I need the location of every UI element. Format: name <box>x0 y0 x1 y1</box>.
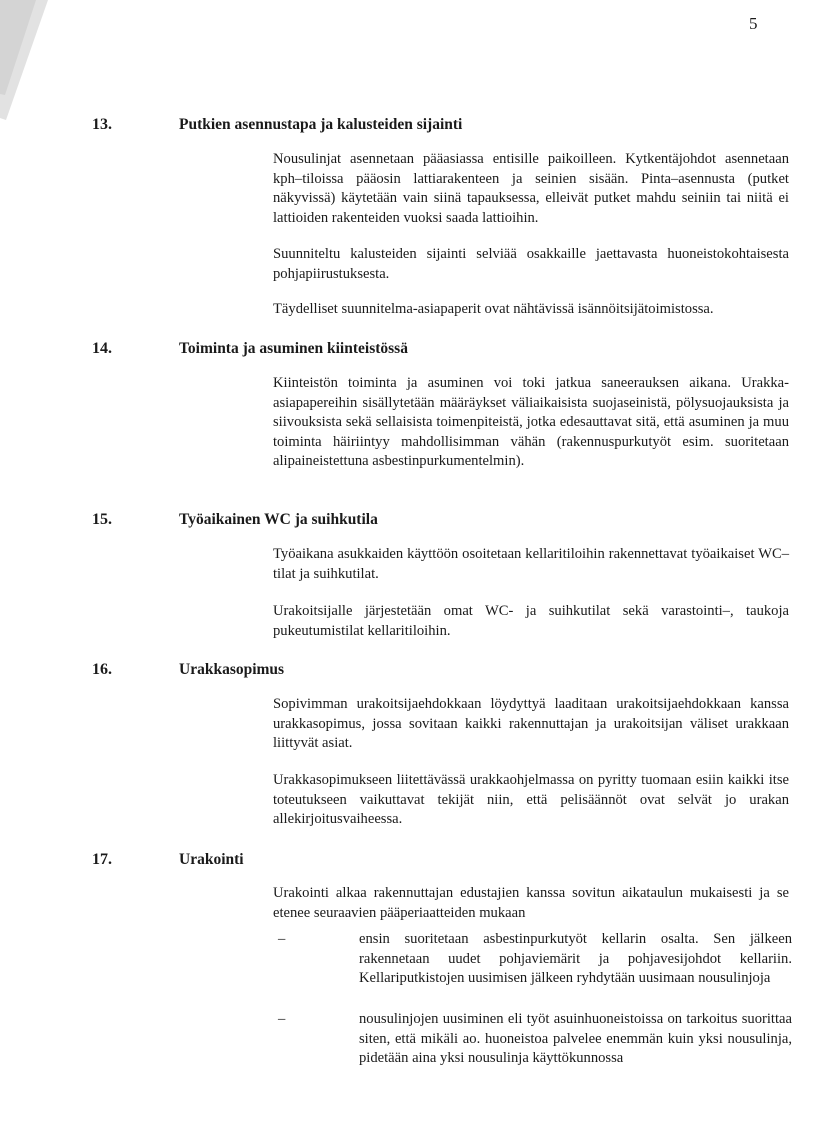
section-13-paragraph-3: Täydelliset suunnitelma-asiapaperit ovat nähtävissä isännöitsijätoimistossa. <box>273 301 714 317</box>
section-heading-16: Urakkasopimus <box>179 661 285 678</box>
section-17-paragraph-1: Urakointi alkaa rakennuttajan edustajien kanssa sovitun aikataulun mukaisesti ja se etenee seuraavien pääperiaatteiden mukaan <box>273 885 789 921</box>
section-15-paragraph-2: Urakoitsijalle järjestetään omat WC- ja suihkutilat sekä varastointi–, taukoja pukeutumistilat kellaritiloihin. <box>273 603 789 639</box>
section-number-13: 13. <box>92 116 112 133</box>
section-number-16: 16. <box>92 661 112 678</box>
section-15-paragraph-1: Työaikana asukkaiden käyttöön osoitetaan kellaritiloihin rakennettavat työaikaiset WC–tilat ja suihkutilat. <box>273 546 789 582</box>
list-item-text: nousulinjojen uusiminen eli työt asuinhuoneistoissa on tarkoitus suorittaa siten, että mikäli ao. huoneistoa palvelee enemmän kuin yksi nousulinja, pidetään aina yksi nousulinja käyttökunnossa <box>359 1011 792 1066</box>
scan-shadow-mark <box>0 0 56 140</box>
section-number-17: 17. <box>92 851 112 868</box>
section-14-paragraph-1: Kiinteistön toiminta ja asuminen voi toki jatkua saneerauksen aikana. Urakka-asiapapereihin sisällytetään määräykset väliaikaisista suojaseinistä, pölysuojauksista ja siivouksista sekä sellaisista toimenpiteistä, jotka edesauttavat sitä, että asuminen ja muu toiminta häiriintyy mahdollisimman vähän (rakennuspurkutyöt esim. suoritetaan alipaineistettuna asbestinpurkumentelmin). <box>273 375 789 469</box>
section-13-paragraph-2: Suunniteltu kalusteiden sijainti selviää osakkaille jaettavasta huoneistokohtaisesta pohjapiirustuksesta. <box>273 246 789 282</box>
section-heading-17: Urakointi <box>179 851 244 868</box>
section-heading-15: Työaikainen WC ja suihkutila <box>179 511 378 528</box>
list-item-text: ensin suoritetaan asbestinpurkutyöt kellarin osalta. Sen jälkeen rakennetaan uudet pohjaviemärit ja pohjavesijohdot kellariin. Kellariputkistojen uusimisen jälkeen ryhdytään uusimaan nousulinjoja <box>359 931 792 986</box>
section-number-14: 14. <box>92 340 112 357</box>
section-16-paragraph-1: Sopivimman urakoitsijaehdokkaan löydyttyä laaditaan urakoitsijaehdokkaan kanssa urakkasopimus, jossa sovitaan kaikki rakennuttajan ja urakoitsijan väliset urakkaan liittyvät asiat. <box>273 696 789 751</box>
dash-bullet: – <box>278 931 286 947</box>
section-13-paragraph-1: Nousulinjat asennetaan pääasiassa entisille paikoilleen. Kytkentäjohdot asennetaan kph–tiloissa pääosin lattiarakenteen ja seinien sisään. Pinta–asennusta (putket näkyvissä) käytetään vain siinä tapauksessa, elleivät putket mahdu seiniin tai niitä ei lattioiden rakenteiden vuoksi saada lattioihin. <box>273 151 789 226</box>
section-heading-14: Toiminta ja asuminen kiinteistössä <box>179 340 408 357</box>
section-16-paragraph-2: Urakkasopimukseen liitettävässä urakkaohjelmassa on pyritty tuomaan esiin kaikki itse toteutukseen vaikuttavat tekijät niin, että pelisäännöt ovat selvät jo urakan allekirjoitusvaiheessa. <box>273 772 789 827</box>
dash-bullet: – <box>278 1011 286 1027</box>
page-number: 5 <box>749 14 758 33</box>
section-number-15: 15. <box>92 511 112 528</box>
section-heading-13: Putkien asennustapa ja kalusteiden sijainti <box>179 116 463 133</box>
